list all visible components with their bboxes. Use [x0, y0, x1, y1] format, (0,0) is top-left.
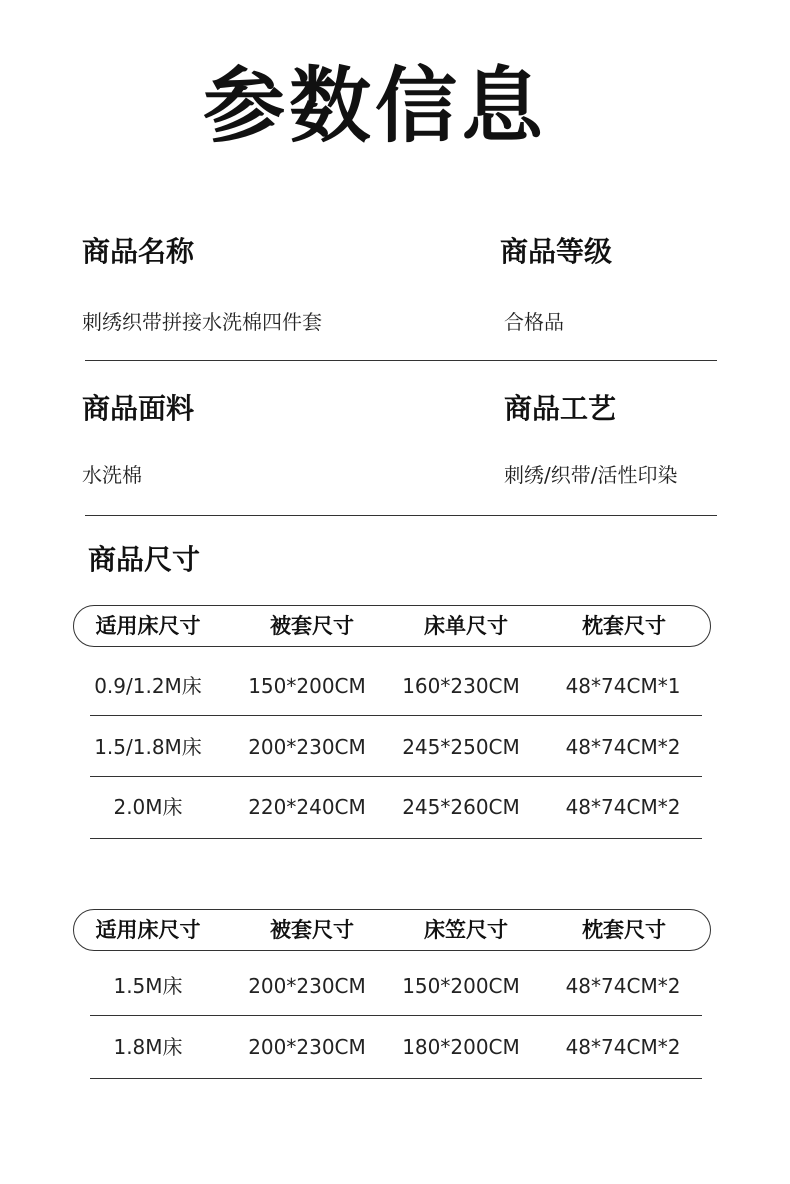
- divider: [85, 360, 717, 361]
- table-cell: 150*200CM: [248, 674, 366, 698]
- row-divider: [90, 715, 702, 716]
- table-header-cell: 枕套尺寸: [582, 614, 666, 638]
- table-cell: 200*230CM: [248, 1035, 366, 1059]
- product-grade-label: 商品等级: [500, 235, 613, 268]
- product-craft-value: 刺绣/织带/活性印染: [504, 463, 678, 487]
- table-cell: 220*240CM: [248, 795, 366, 819]
- divider: [85, 515, 717, 516]
- table-cell: 180*200CM: [402, 1035, 520, 1059]
- product-size-label: 商品尺寸: [88, 543, 201, 576]
- table-header-cell: 床单尺寸: [424, 614, 508, 638]
- table-cell: 200*230CM: [248, 735, 366, 759]
- row-divider: [90, 776, 702, 777]
- product-grade-value: 合格品: [504, 310, 564, 334]
- table-cell: 1.5M床: [113, 974, 183, 998]
- product-craft-label: 商品工艺: [504, 392, 617, 425]
- table-cell: 245*250CM: [402, 735, 520, 759]
- table-cell: 48*74CM*2: [565, 735, 681, 759]
- table-cell: 1.5/1.8M床: [94, 735, 202, 759]
- table-cell: 48*74CM*1: [565, 674, 681, 698]
- table-header-cell: 适用床尺寸: [95, 918, 201, 942]
- table-header-cell: 枕套尺寸: [582, 918, 666, 942]
- table-header-cell: 被套尺寸: [270, 918, 354, 942]
- table-cell: 1.8M床: [113, 1035, 183, 1059]
- table-cell: 2.0M床: [113, 795, 183, 819]
- table-header-cell: 床笠尺寸: [424, 918, 508, 942]
- product-fabric-value: 水洗棉: [82, 463, 142, 487]
- table-cell: 48*74CM*2: [565, 1035, 681, 1059]
- table-cell: 0.9/1.2M床: [94, 674, 202, 698]
- row-divider: [90, 1078, 702, 1079]
- table-header-cell: 适用床尺寸: [95, 614, 201, 638]
- table-cell: 200*230CM: [248, 974, 366, 998]
- page-title: 参数信息: [202, 59, 547, 154]
- table-cell: 48*74CM*2: [565, 974, 681, 998]
- table-cell: 48*74CM*2: [565, 795, 681, 819]
- table-header-cell: 被套尺寸: [270, 614, 354, 638]
- product-name-label: 商品名称: [82, 235, 195, 268]
- product-fabric-label: 商品面料: [82, 392, 195, 425]
- row-divider: [90, 1015, 702, 1016]
- table-cell: 160*230CM: [402, 674, 520, 698]
- table-cell: 150*200CM: [402, 974, 520, 998]
- row-divider: [90, 838, 702, 839]
- product-name-value: 刺绣织带拼接水洗棉四件套: [82, 310, 322, 334]
- table-cell: 245*260CM: [402, 795, 520, 819]
